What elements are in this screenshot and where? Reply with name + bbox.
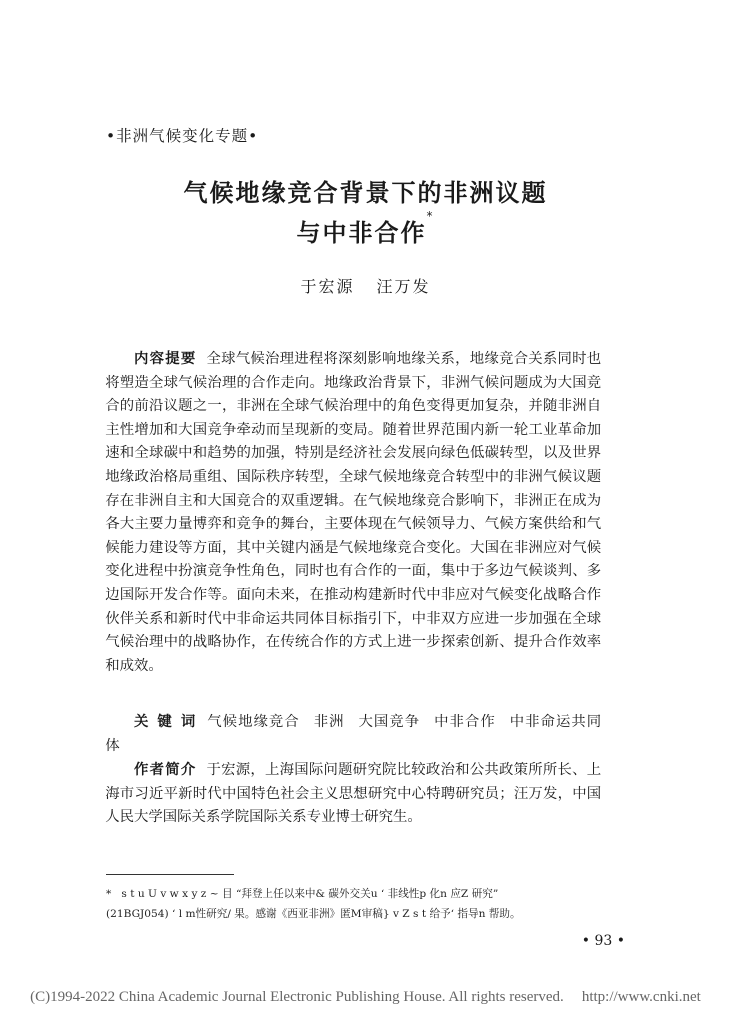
abstract [105,348,601,678]
keyword: 大国竞争 [358,714,421,730]
footnote-divider [106,874,234,875]
copyright-text: (C)1994-2022 China Academic Journal Electronic Publishing House. All rights reserved. [30,989,564,1005]
author-info-label: 作者简介 [134,762,197,778]
keyword: 非洲 [313,714,345,730]
footnote-line-1 [106,884,630,904]
author-info-text: 于宏源，上海国际问题研究院比较政治和公共政策所所长、上海市习近平新时代中国特色社会主义思想研究中心特聘研究员；汪万发，中国人民大学国际关系学院国际关系专业博士研究生。 [105,762,602,826]
keywords-label: 关 键 词 [134,714,198,730]
keyword: 中非合作 [434,714,496,730]
footnote-line-2: (21BGJ054) ‘ l m性研究/ 果。感谢《西亚非洲》匿M审稿} v Z s t 给予‘ 指导n 帮助。 [106,908,521,920]
author-name: 汪万发 [376,277,431,296]
footnote [106,884,630,924]
footnote-text-1: s t u U v w x y z ~ 目 “拜登上任以来中& 碳外交关u ‘ 非线性p 化n 应Z 研究” [121,888,499,900]
cnki-link[interactable]: http://www.cnki.net [581,989,701,1005]
keywords [105,711,601,758]
keyword: 气候地缘竞合 [207,714,300,730]
article-title-line-2-text: 与中非合作 [296,219,427,247]
copyright-notice [0,989,731,1006]
article-title-line-2 [0,209,731,248]
page-number: • 93 • [581,933,625,949]
abstract-label: 内容提要 [134,351,197,367]
author-list [0,274,731,297]
abstract-text: 全球气候治理进程将深刻影响地缘关系，地缘竞合关系同时也将塑造全球气候治理的合作走向。地缘政治背景下，非洲气候问题成为大国竞合的前沿议题之一，非洲在全球气候治理中的角色变得更加复杂，并随非洲自主性增加和大国竞争牵动而呈现新的变局。随着世界范围内新一轮工业革命加速和全球碳中和趋势的加强，特别是经济社会发展向绿色低碳转型，以及世界地缘政治格局重组、国际秩序转型，全球气候地缘竞合转型中的非洲气候议题存在非洲自主和大国竞合的双重逻辑。在气候地缘竞合影响下，非洲正在成为各大主要力量博弈和竞争的舞台，主要体现在气候领导力、气候方案供给和气候能力建设等方面，其中关键内涵是气候地缘竞合变化。大国在非洲应对气候变化进程中扮演竞争性角色，同时也有合作的一面，集中于多边气候谈判、多边国际开发合作等。面向未来，在推动构建新时代中非应对气候变化战略合作伙伴关系和新时代中非命运共同体目标指引下，中非双方应进一步加强在全球气候治理中的战略协作，在传统合作的方式上进一步探索创新、提升合作效率和成效。 [105,351,602,674]
article-title-line-1: 气候地缘竞合背景下的非洲议题 [183,179,548,207]
series-header: •非洲气候变化专题• [106,127,259,145]
footnote-mark: * [106,888,112,900]
keyword: 中非命运共同体 [105,714,602,754]
title-footnote-mark: * [426,209,435,223]
author-info [105,759,601,830]
author-name: 于宏源 [300,277,355,296]
